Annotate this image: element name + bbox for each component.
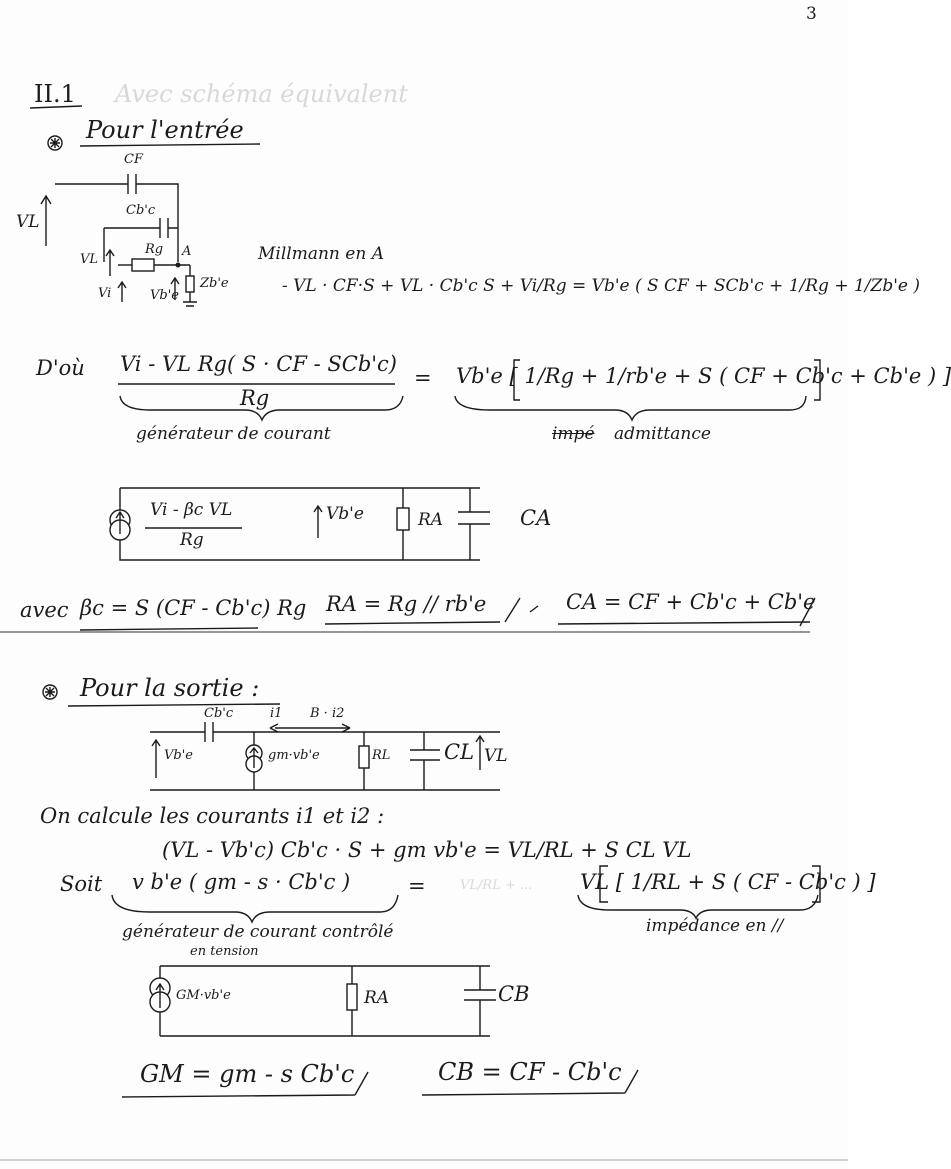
output-heading: Pour la sortie : [80, 674, 260, 702]
out-label-vl: VL [484, 746, 508, 766]
section-heading: II.1 [34, 80, 76, 108]
label-vbe: Vb'e [150, 288, 179, 303]
out-label-vbe: Vb'e [164, 748, 193, 763]
oequiv-cap: CB [498, 982, 530, 1006]
donc-lhs-numerator: Vi - VL Rg( S · CF - SCb'c) [120, 352, 397, 376]
donc-prefix: D'où [36, 356, 85, 380]
final-gm: GM = gm - s Cb'c [140, 1060, 355, 1088]
soit-rhs-caption: impédance en // [646, 916, 784, 936]
label-node-a: A [182, 244, 192, 259]
equiv-cap: CA [520, 506, 552, 530]
donc-equals: = [414, 366, 432, 390]
soit-prefix: Soit [60, 872, 103, 896]
soit-faded-middle: VL/RL + ... [460, 878, 533, 893]
out-label-cap-l: CL [444, 740, 475, 764]
oequiv-res: RA [364, 988, 390, 1008]
output-heading-underline [68, 704, 280, 706]
avec-ca: CA = CF + Cb'c + Cb'e [566, 590, 816, 614]
donc-rhs-caption-struck: impé [552, 424, 595, 444]
calc-line: On calcule les courants i1 et i2 : [40, 804, 385, 828]
input-circuit-drawing [41, 174, 197, 306]
label-cf: CF [124, 152, 143, 167]
equiv-res: RA [418, 510, 444, 530]
soit-lhs-caption: générateur de courant contrôlé [122, 922, 394, 942]
equiv-voltage: Vb'e [326, 504, 364, 524]
donc-rhs-caption: admittance [614, 424, 711, 444]
out-label-source: gm·vb'e [268, 748, 320, 763]
soit-equals: = [408, 874, 426, 898]
label-vl-left: VL [16, 212, 40, 232]
soit-brace-left [112, 895, 398, 922]
millman-title: Millmann en A [258, 244, 384, 264]
oequiv-source: GM·vb'e [176, 988, 231, 1003]
millman-equation: - VL · CF·S + VL · Cb'c S + Vi/Rg = Vb'e ( S CF + SCb'c + 1/Rg + 1/Zb'e ) [282, 276, 920, 296]
input-heading: Pour l'entrée [86, 116, 244, 144]
out-label-beta-i2: B · i2 [310, 706, 345, 721]
bullet-star-2 [45, 687, 55, 697]
equiv-source-num: Vi - βc VL [150, 500, 233, 520]
page-number: 3 [806, 4, 817, 24]
label-zbe: Zb'e [200, 276, 229, 291]
soit-lhs-caption-2: en tension [190, 944, 259, 959]
soit-brace-right [578, 895, 818, 918]
soit-lhs: v b'e ( gm - s · Cb'c ) [132, 870, 351, 894]
out-label-res: RL [372, 748, 391, 763]
label-rg: Rg [145, 242, 164, 257]
equiv-source-den: Rg [180, 530, 204, 550]
avec-beta: βc = S (CF - Cb'c) Rg [80, 596, 307, 620]
ra-underline [325, 622, 500, 624]
out-label-cap: Cb'c [204, 706, 234, 721]
label-cbc: Cb'c [126, 203, 156, 218]
donc-rhs: Vb'e [ 1/Rg + 1/rb'e + S ( CF + Cb'c + Cb'e ) ] [456, 364, 951, 388]
donc-brace-right [455, 396, 806, 420]
label-vl-inner: VL [80, 252, 99, 267]
donc-lhs-denominator: Rg [240, 386, 270, 410]
avec-ra: RA = Rg // rb'e [326, 592, 487, 616]
input-heading-underline [80, 144, 260, 146]
donc-lhs-caption: générateur de courant [136, 424, 331, 444]
label-vi: Vi [98, 286, 112, 301]
beta-underline [80, 628, 258, 630]
ca-underline [558, 622, 810, 624]
final-cb: CB = CF - Cb'c [438, 1058, 622, 1086]
section-title-faded: Avec schéma équivalent [115, 80, 408, 108]
equation-1: (VL - Vb'c) Cb'c · S + gm vb'e = VL/RL + S CL VL [162, 838, 692, 862]
avec-prefix: avec [20, 598, 69, 622]
out-label-i1: i1 [270, 706, 283, 721]
soit-rhs: VL [ 1/RL + S ( CF - Cb'c ) ] [580, 870, 876, 894]
bullet-star-1 [50, 138, 60, 148]
